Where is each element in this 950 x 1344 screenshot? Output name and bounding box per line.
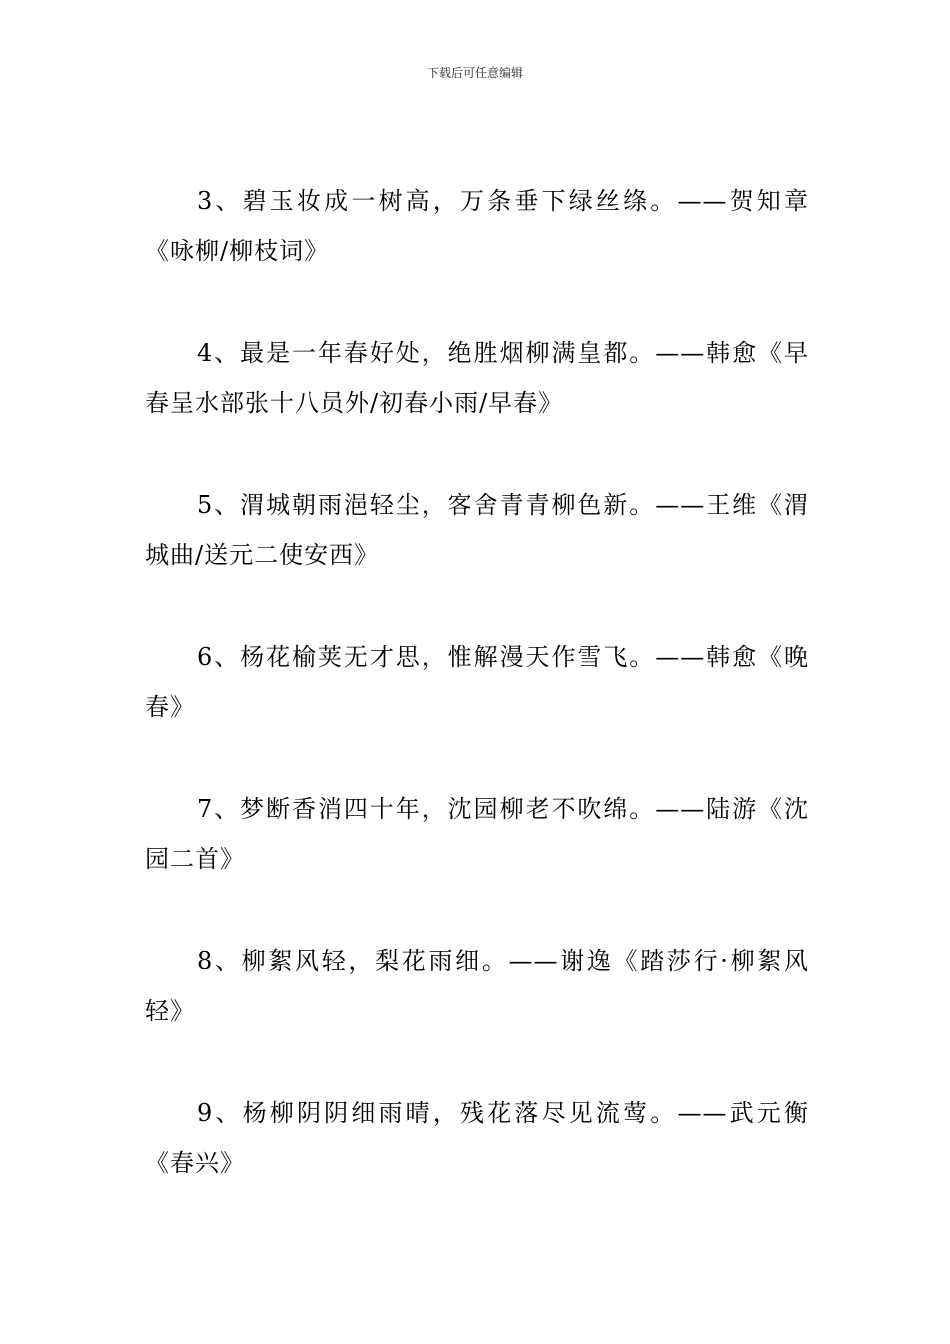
verse-4: 4、最是一年春好处，绝胜烟柳满皇都。——韩愈《早春呈水部张十八员外/初春小雨/早春》 bbox=[145, 339, 809, 417]
page-header: 下载后可任意编辑 bbox=[426, 66, 523, 80]
verse-3: 3、碧玉妆成一树高，万条垂下绿丝绦。——贺知章《咏柳/柳枝词》 bbox=[145, 187, 809, 265]
verse-9: 9、杨柳阴阴细雨晴，残花落尽见流莺。——武元衡《春兴》 bbox=[145, 1099, 809, 1177]
verse-8: 8、柳絮风轻，梨花雨细。——谢逸《踏莎行·柳絮风轻》 bbox=[145, 947, 809, 1025]
document-body bbox=[145, 176, 809, 1240]
verse-6: 6、杨花榆荚无才思，惟解漫天作雪飞。——韩愈《晚春》 bbox=[145, 643, 809, 721]
verse-7: 7、梦断香消四十年，沈园柳老不吹绵。——陆游《沈园二首》 bbox=[145, 795, 809, 873]
verse-5: 5、渭城朝雨浥轻尘，客舍青青柳色新。——王维《渭城曲/送元二使安西》 bbox=[145, 491, 809, 569]
